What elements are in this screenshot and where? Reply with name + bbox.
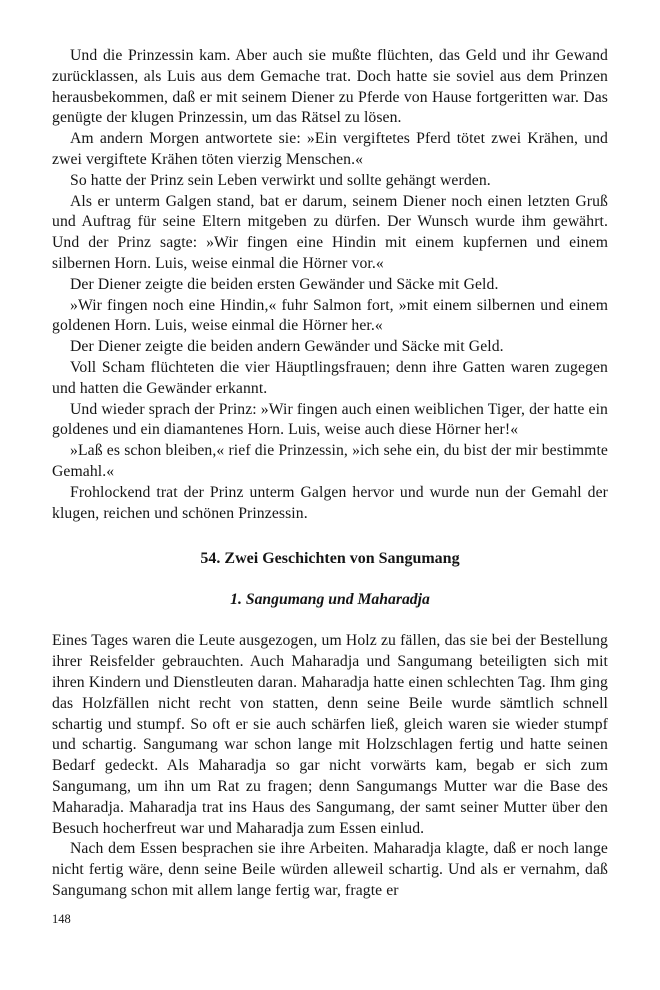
paragraph: Am andern Morgen antwortete sie: »Ein vergiftetes Pferd tötet zwei Krähen, und zwei vergiftete Krähen töten vierzig Menschen.« [52, 130, 608, 168]
section-subheading: 1. Sangumang und Maharadja [230, 591, 430, 609]
chapter-body-block [52, 631, 608, 901]
paragraph: Frohlockend trat der Prinz unterm Galgen hervor und wurde nun der Gemahl der klugen, reichen und schönen Prinzessin. [52, 483, 608, 522]
paragraph: Der Diener zeigte die beiden andern Gewänder und Säcke mit Geld. [70, 338, 504, 356]
paragraph: Nach dem Essen besprachen sie ihre Arbeiten. Maharadja klagte, daß er noch lange nicht fertig wäre, denn seine Beile würden alleweil schartig. Und als er vernahm, daß Sangumang schon mit allem lange fertig war, fragte er [52, 840, 608, 899]
page-number: 148 [52, 911, 71, 926]
paragraph: Und die Prinzessin kam. Aber auch sie mußte flüchten, das Geld und ihr Gewand zurücklassen, als Luis aus dem Gemache trat. Doch hatte sie soviel aus dem Prinzen herausbekommen, daß er mit seinem Diener zu Pferde von Hause fortgeritten war. Das genügte der klugen Prinzessin, um das Rätsel zu lösen. [52, 47, 608, 127]
chapter-heading: 54. Zwei Geschichten von Sangumang [200, 550, 460, 568]
paragraph: Als er unterm Galgen stand, bat er darum, seinem Diener noch einen letzten Gruß und Auftrag für seine Eltern mitgeben zu dürfen. Der Wunsch wurde ihm gewährt. Und der Prinz sagte: »Wir fingen eine Hindin mit einem kupfernen und einem silbernen Horn. Luis, weise einmal die Hörner vor.« [52, 192, 608, 272]
paragraph: Voll Scham flüchteten die vier Häuptlingsfrauen; denn ihre Gatten waren zugegen und hatten die Gewänder erkannt. [52, 358, 608, 397]
story-end-block [52, 46, 608, 524]
paragraph: Der Diener zeigte die beiden ersten Gewänder und Säcke mit Geld. [70, 275, 499, 293]
paragraph: So hatte der Prinz sein Leben verwirkt und sollte gehängt werden. [70, 171, 491, 189]
paragraph: Und wieder sprach der Prinz: »Wir fingen auch einen weiblichen Tiger, der hatte ein goldenes und ein diamantenes Horn. Luis, weise auch diese Hörner her!« [52, 400, 608, 439]
paragraph: »Wir fingen noch eine Hindin,« fuhr Salmon fort, »mit einem silbernen und einem goldenen Horn. Luis, weise einmal die Hörner her.« [52, 296, 608, 335]
paragraph: Eines Tages waren die Leute ausgezogen, um Holz zu fällen, das sie bei der Bestellung ihrer Reisfelder gebrauchten. Auch Maharadja und Sangumang beteiligten sich mit ihren Kindern und Dienstleuten daran. Maharadja hatte einen schlechten Tag. Ihm ging das Holzfällen nicht recht von statten, denn seine Beile wurde sämtlich schnell schartig und stumpf. So oft er sie auch schärfen ließ, gleich waren sie wieder stumpf und schartig. Sangumang war schon lange mit Holzschlagen fertig und hatte seinen Bedarf gedeckt. Als Maharadja so gar nicht vorwärts kam, begab er sich zum Sangumang, um ihn um Rat zu fragen; denn Sangumangs Mutter war die Base des Maharadja. Maharadja trat ins Haus des Sangumang, der samt seiner Mutter über den Besuch hocherfreut war und Maharadja zum Essen einlud. [52, 632, 608, 837]
paragraph: »Laß es schon bleiben,« rief die Prinzessin, »ich sehe ein, du bist der mir bestimmte Gemahl.« [52, 442, 608, 480]
